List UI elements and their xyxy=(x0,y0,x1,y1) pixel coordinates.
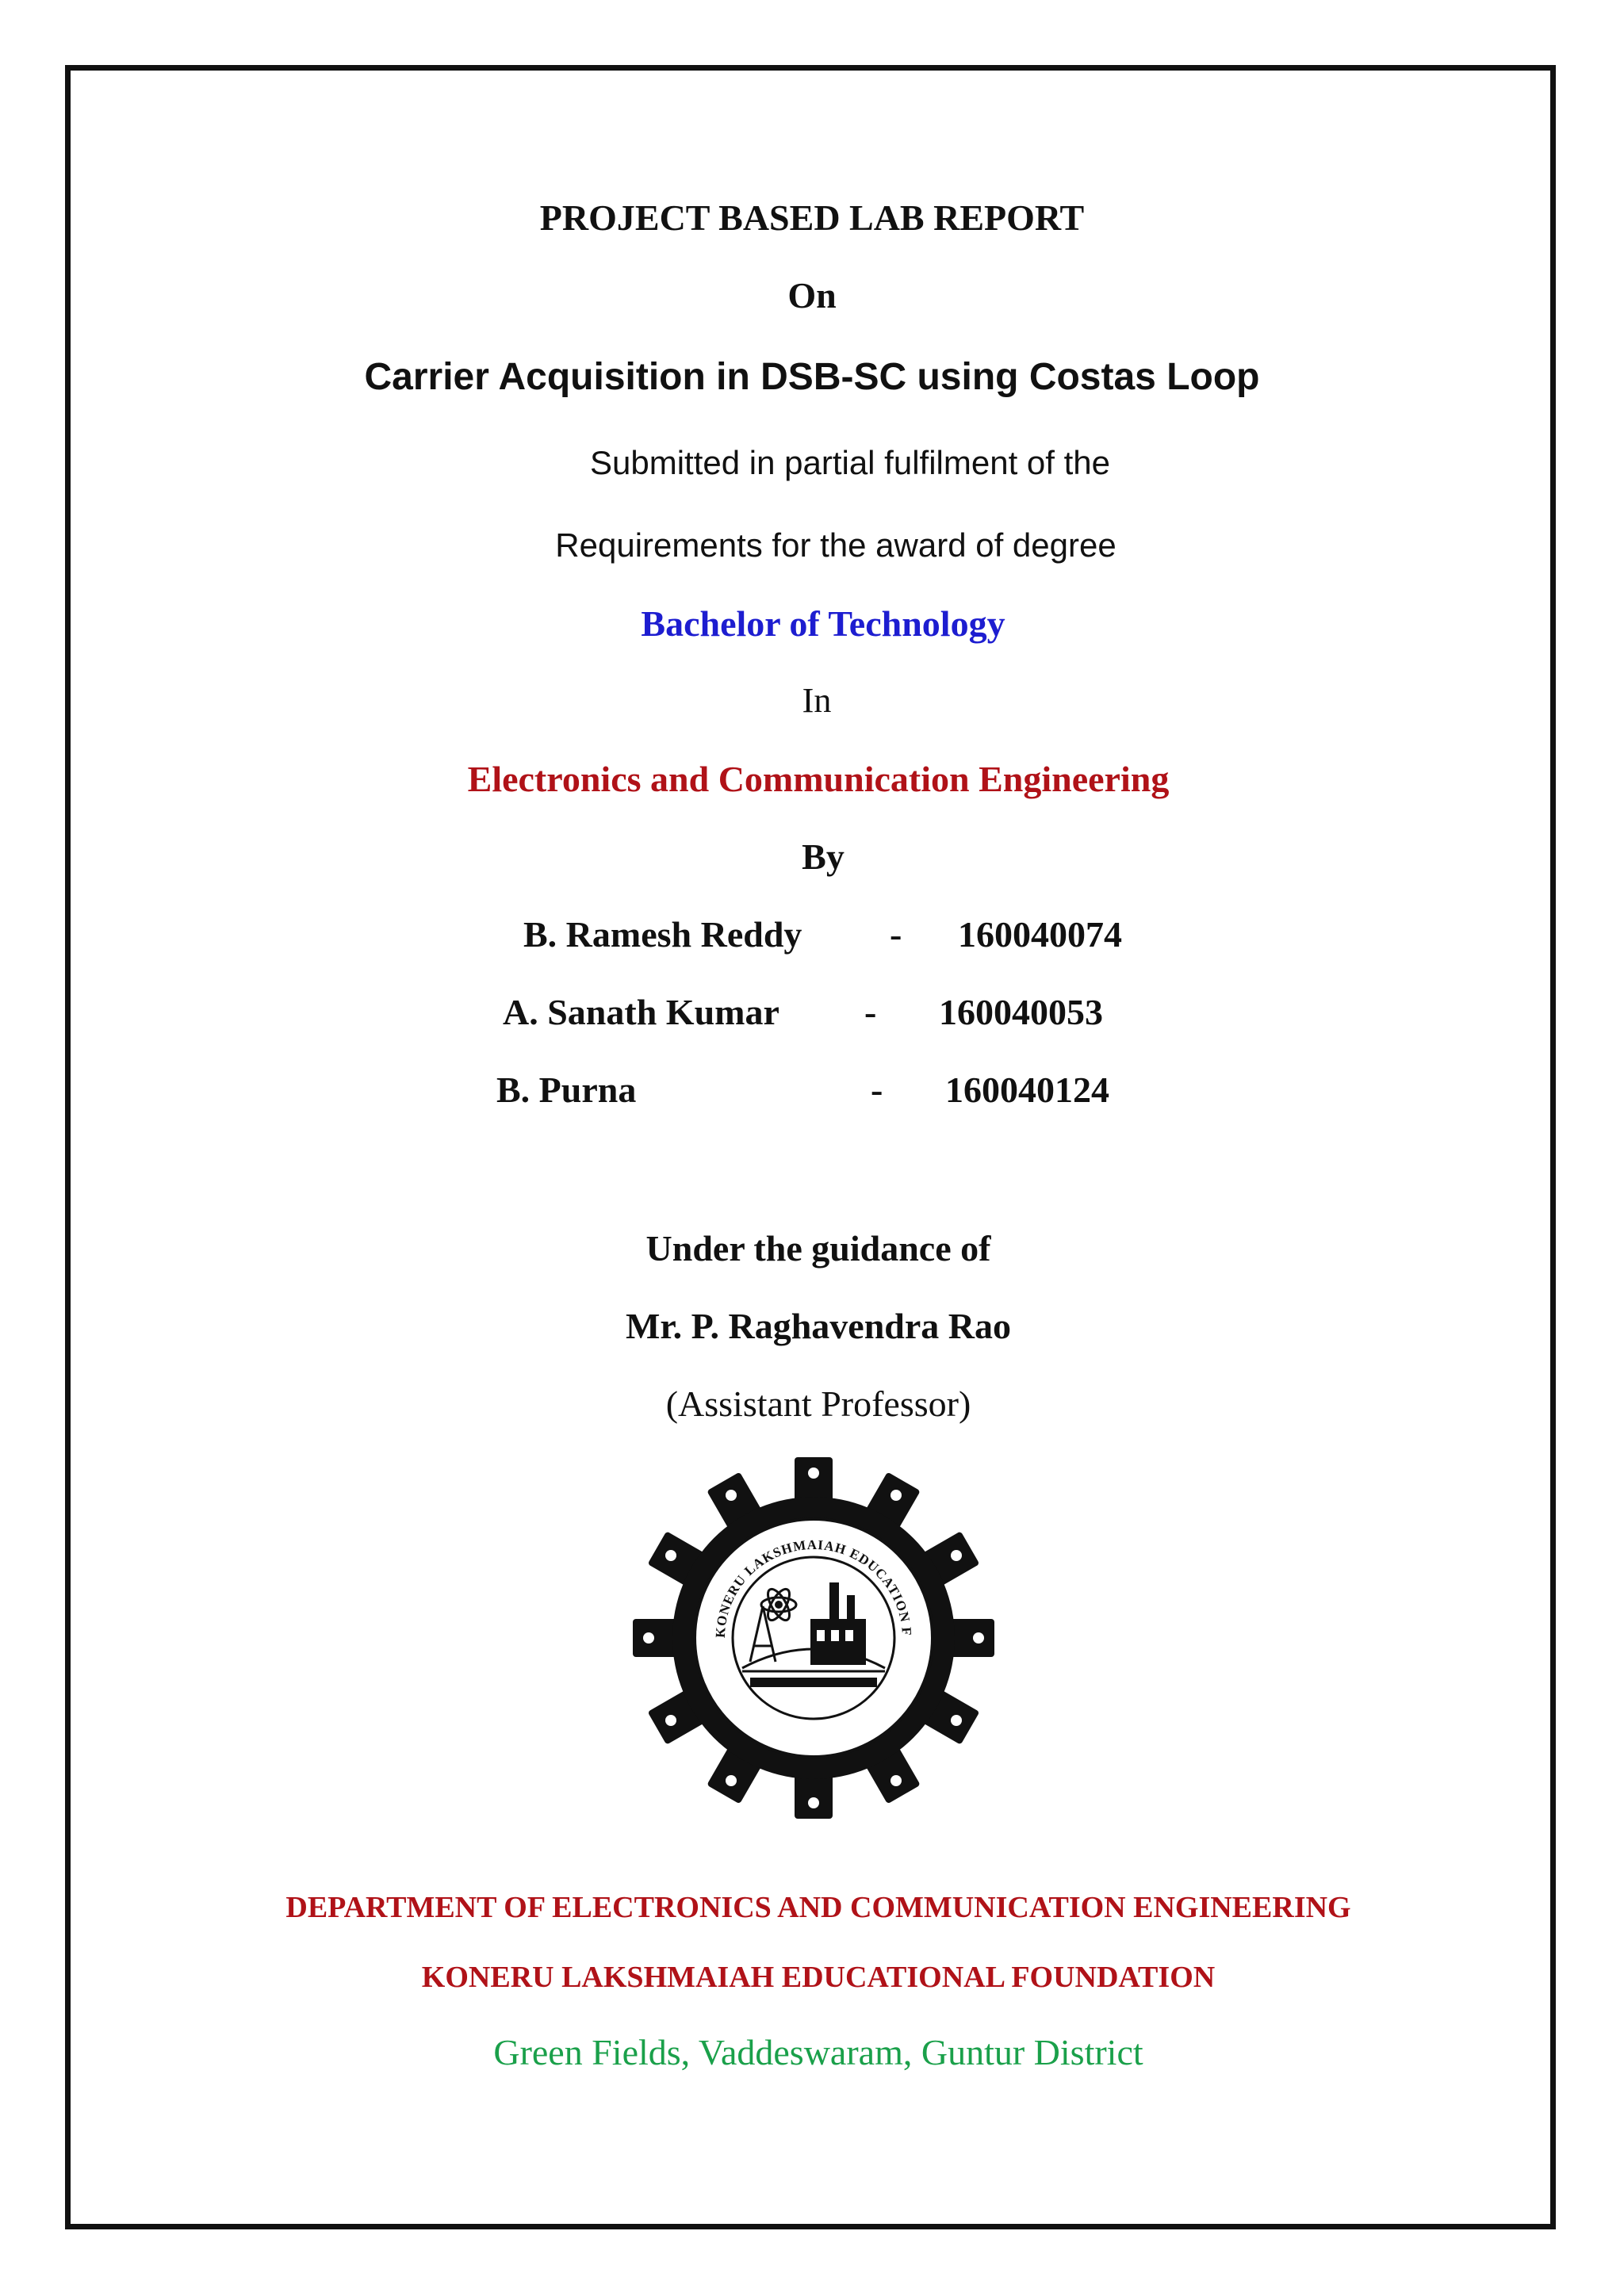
by-label: By xyxy=(802,836,845,877)
guide-designation: (Assistant Professor) xyxy=(665,1383,971,1424)
logo-ring-text: KONERU LAKSHMAIAH EDUCATION F xyxy=(712,1536,915,1639)
report-type-heading: PROJECT BASED LAB REPORT xyxy=(539,197,1085,238)
student-name: A. Sanath Kumar xyxy=(503,992,779,1032)
institution-address: Green Fields, Vaddeswaram, Guntur District xyxy=(493,2032,1143,2072)
branch-name: Electronics and Communication Engineering xyxy=(467,759,1170,799)
degree-name: Bachelor of Technology xyxy=(641,603,1005,644)
institution-name: KONERU LAKSHMAIAH EDUCATIONAL FOUNDATION xyxy=(421,1961,1216,1994)
requirements-line: Requirements for the award of degree xyxy=(555,526,1116,564)
student-id: 160040053 xyxy=(939,992,1103,1032)
student-separator: - xyxy=(864,992,877,1032)
guidance-intro: Under the guidance of xyxy=(645,1228,991,1269)
department-name: DEPARTMENT OF ELECTRONICS AND COMMUNICATION ENGINEERING xyxy=(285,1891,1351,1924)
student-separator: - xyxy=(890,914,902,955)
student-name: B. Purna xyxy=(496,1070,637,1110)
kl-foundation-gear-logo-icon xyxy=(631,1456,996,1820)
submitted-line: Submitted in partial fulfilment of the xyxy=(589,444,1110,481)
student-id: 160040074 xyxy=(958,914,1122,955)
on-label: On xyxy=(787,275,837,316)
student-name: B. Ramesh Reddy xyxy=(523,914,802,955)
in-label: In xyxy=(802,681,832,720)
student-separator: - xyxy=(871,1070,883,1110)
student-id: 160040124 xyxy=(945,1070,1109,1110)
guide-name: Mr. P. Raghavendra Rao xyxy=(625,1306,1011,1346)
project-title: Carrier Acquisition in DSB-SC using Costas Loop xyxy=(364,356,1260,398)
